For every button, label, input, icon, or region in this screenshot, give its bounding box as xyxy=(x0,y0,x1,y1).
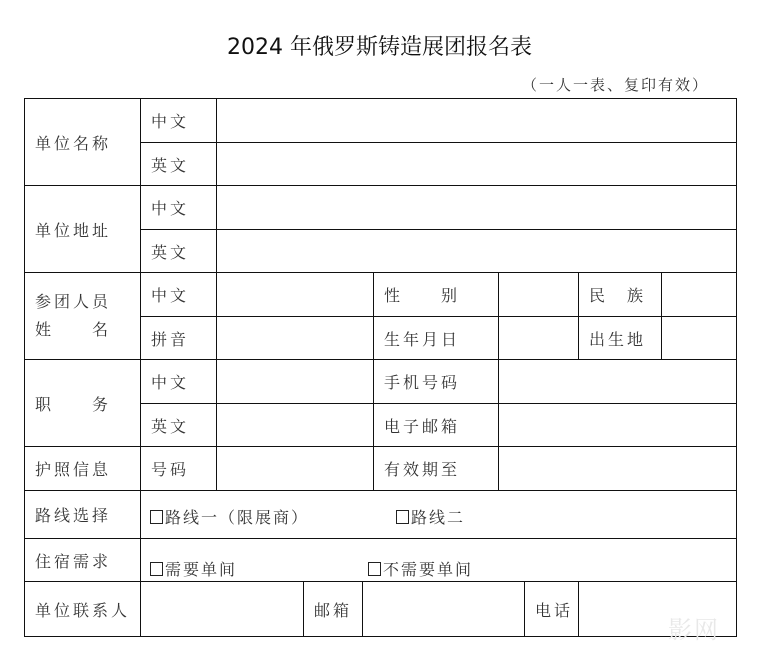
company-name-en-label: 英文 xyxy=(140,142,217,186)
form-title: 2024 年俄罗斯铸造展团报名表 xyxy=(227,35,532,60)
position-en-label: 英文 xyxy=(140,403,217,447)
passport-number-label: 号码 xyxy=(140,446,217,491)
gender-label: 性 别 xyxy=(373,272,499,317)
company-name-zh-field[interactable] xyxy=(216,98,737,143)
company-address-zh-label: 中文 xyxy=(140,185,217,230)
checkbox-icon[interactable] xyxy=(368,562,381,576)
member-name-zh-label: 中文 xyxy=(140,272,217,317)
contact-label: 单位联系人 xyxy=(24,581,141,637)
birthdate-field[interactable] xyxy=(498,316,579,360)
gender-field[interactable] xyxy=(498,272,579,317)
position-en-field[interactable] xyxy=(216,403,374,447)
position-label: 职 务 xyxy=(24,359,141,447)
accommodation-option-single[interactable]: 需要单间 xyxy=(150,557,237,580)
company-name-zh-label: 中文 xyxy=(140,98,217,143)
contact-email-label: 邮箱 xyxy=(303,581,363,637)
member-name-zh-field[interactable] xyxy=(216,272,374,317)
position-zh-field[interactable] xyxy=(216,359,374,404)
accommodation-label: 住宿需求 xyxy=(24,538,141,582)
company-address-zh-field[interactable] xyxy=(216,185,737,230)
member-name-label: 参团人员 姓 名 xyxy=(24,272,141,360)
valid-until-label: 有效期至 xyxy=(373,446,499,491)
checkbox-icon[interactable] xyxy=(150,510,163,524)
member-name-pinyin-label: 拼音 xyxy=(140,316,217,360)
valid-until-field[interactable] xyxy=(498,446,737,491)
ethnicity-field[interactable] xyxy=(661,272,737,317)
company-address-en-field[interactable] xyxy=(216,229,737,273)
passport-label: 护照信息 xyxy=(24,446,141,491)
company-address-en-label: 英文 xyxy=(140,229,217,273)
birthplace-label: 出生地 xyxy=(578,316,662,360)
route-option-2[interactable]: 路线二 xyxy=(396,505,465,528)
watermark: 影网 xyxy=(668,616,720,644)
contact-phone-label: 电话 xyxy=(524,581,579,637)
company-name-label: 单位名称 xyxy=(24,98,141,186)
ethnicity-label: 民 族 xyxy=(578,272,662,317)
contact-field[interactable] xyxy=(140,581,304,637)
birthdate-label: 生年月日 xyxy=(373,316,499,360)
email-field[interactable] xyxy=(498,403,737,447)
checkbox-icon[interactable] xyxy=(396,510,409,524)
form-subtitle: （一人一表、复印有效） xyxy=(521,76,709,94)
route-label: 路线选择 xyxy=(24,490,141,539)
birthplace-field[interactable] xyxy=(661,316,737,360)
member-name-pinyin-field[interactable] xyxy=(216,316,374,360)
accommodation-option-no-single[interactable]: 不需要单间 xyxy=(368,557,473,580)
company-address-label: 单位地址 xyxy=(24,185,141,273)
passport-number-field[interactable] xyxy=(216,446,374,491)
position-zh-label: 中文 xyxy=(140,359,217,404)
mobile-label: 手机号码 xyxy=(373,359,499,404)
checkbox-icon[interactable] xyxy=(150,562,163,576)
route-option-1[interactable]: 路线一（限展商） xyxy=(150,505,309,528)
mobile-field[interactable] xyxy=(498,359,737,404)
contact-email-field[interactable] xyxy=(362,581,525,637)
company-name-en-field[interactable] xyxy=(216,142,737,186)
email-label: 电子邮箱 xyxy=(373,403,499,447)
